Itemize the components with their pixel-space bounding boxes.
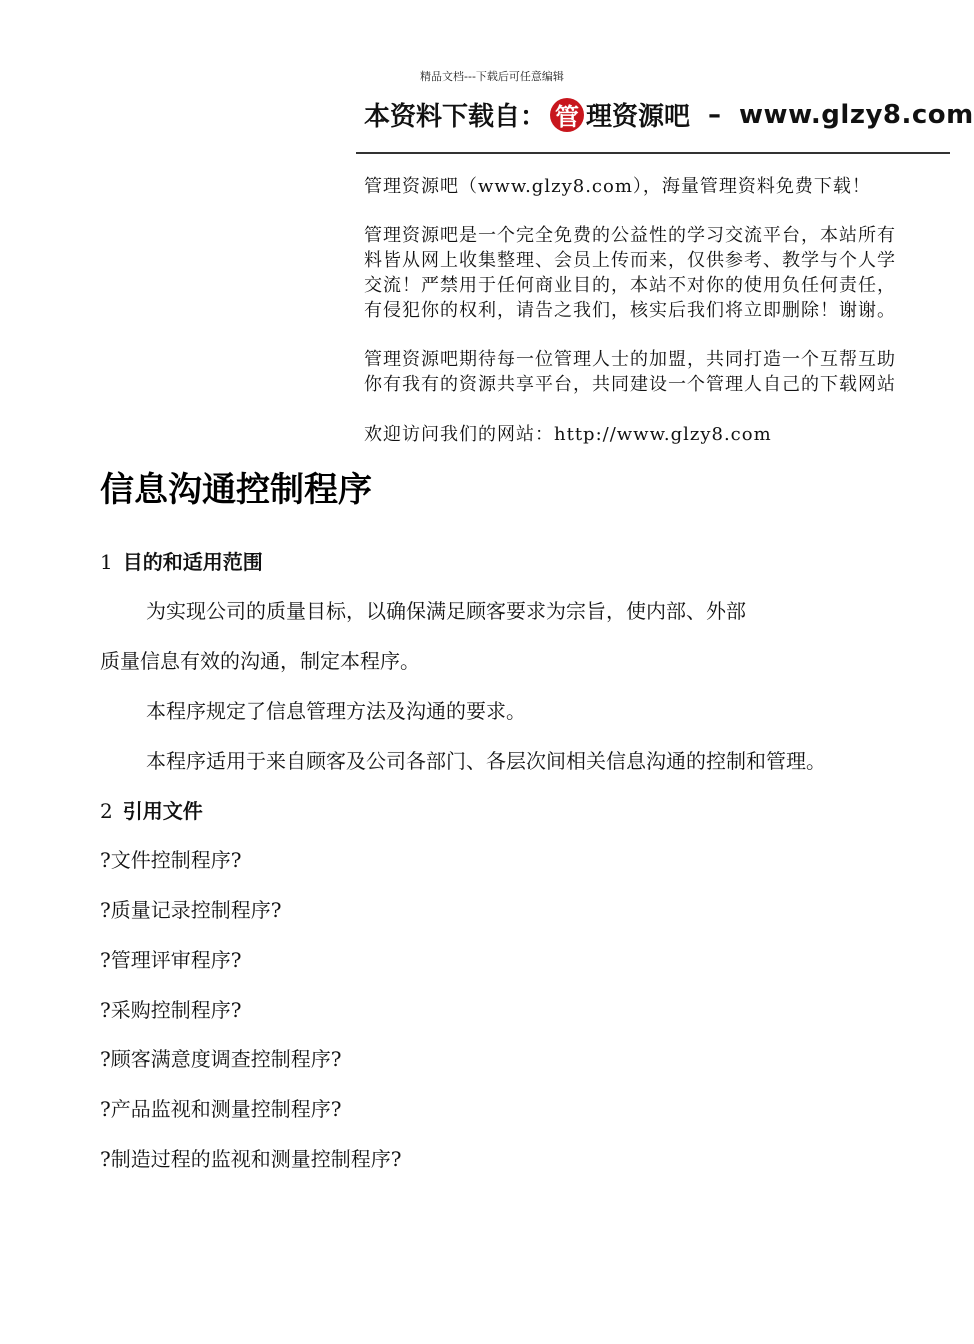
banner-url: www.glzy8.com (739, 99, 974, 130)
banner-divider (356, 152, 950, 154)
reference-item: ?文件控制程序? (100, 848, 242, 872)
reference-item: ?管理评审程序? (100, 948, 242, 972)
download-banner (356, 92, 974, 452)
section-number: 1 (100, 550, 113, 574)
banner-line: 管理资源吧（www.glzy8.com），海量管理资料免费下载！ (364, 176, 871, 197)
document-title: 信息沟通控制程序 (100, 470, 372, 510)
site-logo-icon: 管 (550, 98, 584, 132)
banner-line: 料皆从网上收集整理、会员上传而来，仅供参考、教学与个人学 (364, 250, 896, 271)
banner-line: 管理资源吧是一个完全免费的公益性的学习交流平台，本站所有 (364, 225, 896, 246)
banner-line: 管理资源吧期待每一位管理人士的加盟，共同打造一个互帮互助 (364, 349, 896, 370)
reference-item: ?顾客满意度调查控制程序? (100, 1047, 342, 1071)
banner-line: 交流！严禁用于任何商业目的，本站不对你的使用负任何责任， (364, 275, 896, 296)
reference-item: ?产品监视和测量控制程序? (100, 1097, 342, 1121)
banner-site-name: 理资源吧 (586, 102, 691, 132)
banner-line: 你有我有的资源共享平台，共同建设一个管理人自己的下载网站 (364, 374, 896, 395)
reference-item: ?制造过程的监视和测量控制程序? (100, 1147, 402, 1171)
banner-line: 欢迎访问我们的网站：http://www.glzy8.com (364, 424, 772, 445)
section-heading (100, 795, 203, 824)
paragraph: 为实现公司的质量目标，以确保满足顾客要求为宗旨，使内部、外部 (146, 599, 746, 623)
paragraph: 本程序适用于来自顾客及公司各部门、各层次间相关信息沟通的控制和管理。 (146, 749, 826, 773)
section-heading (100, 546, 263, 575)
banner-header (364, 96, 974, 133)
section-title: 目的和适用范围 (122, 550, 263, 574)
banner-line: 有侵犯你的权利，请告之我们，核实后我们将立即删除！谢谢。 (364, 300, 896, 321)
banner-dash: – (708, 99, 722, 130)
section-number: 2 (100, 799, 113, 823)
reference-item: ?质量记录控制程序? (100, 898, 282, 922)
banner-prefix: 本资料下载自： (364, 102, 547, 132)
paragraph: 本程序规定了信息管理方法及沟通的要求。 (146, 699, 526, 723)
reference-item: ?采购控制程序? (100, 998, 242, 1022)
paragraph: 质量信息有效的沟通，制定本程序。 (100, 649, 420, 673)
top-note: 精品文档---下载后可任意编辑 (420, 70, 564, 83)
section-title: 引用文件 (122, 799, 203, 823)
